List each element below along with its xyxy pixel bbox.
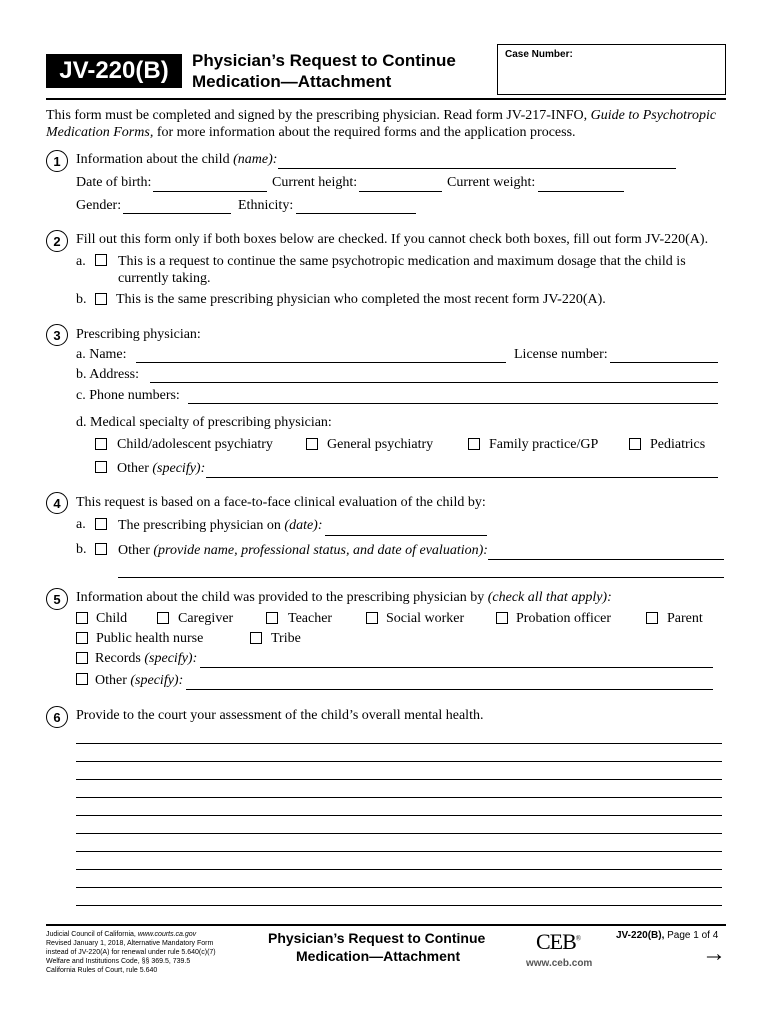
- source-child-label: Child: [96, 611, 128, 626]
- specialty-child-psychiatry-label: Child/adolescent psychiatry: [117, 437, 273, 452]
- source-public-health-nurse-checkbox[interactable]: [76, 632, 88, 644]
- ceb-logo-registered: ®: [575, 934, 581, 943]
- item-4b-hint: (provide name, professional status, and date of evaluation):: [153, 543, 488, 558]
- item-2a-text: This is a request to continue the same psychotropic medication and maximum dosage that the child is: [118, 254, 686, 269]
- assessment-line[interactable]: [76, 833, 722, 834]
- info-source-label: [76, 590, 612, 606]
- ceb-website: www.ceb.com: [526, 958, 593, 969]
- address-field[interactable]: [150, 382, 718, 383]
- phone-field[interactable]: [188, 403, 718, 404]
- source-public-health-nurse-label: Public health nurse: [96, 631, 204, 646]
- assessment-line[interactable]: [76, 743, 722, 744]
- ethnicity-label: Ethnicity:: [238, 198, 294, 213]
- evaluation-label: This request is based on a face-to-face clinical evaluation of the child by:: [76, 495, 486, 510]
- physician-name-label: a. Name:: [76, 347, 127, 362]
- source-teacher-label: Teacher: [288, 611, 333, 626]
- weight-field[interactable]: [538, 191, 624, 192]
- physician-name-field[interactable]: [136, 362, 506, 363]
- license-number-label: License number:: [514, 347, 608, 362]
- info-source-text: Information about the child was provided to the prescribing physician by: [76, 590, 488, 605]
- section-4-number: 4: [46, 492, 68, 514]
- specialty-pediatrics-label: Pediatrics: [650, 437, 706, 452]
- assessment-line[interactable]: [76, 761, 722, 762]
- item-4b-letter: b.: [76, 542, 87, 557]
- footer-line-4: Welfare and Institutions Code, §§ 369.5, 739.5: [46, 958, 191, 965]
- footer-line-1: [46, 930, 216, 939]
- intro-text: This form must be completed and signed by the prescribing physician. Read form JV-217-INFO,: [46, 108, 591, 123]
- assessment-line[interactable]: [76, 869, 722, 870]
- specialty-other-checkbox[interactable]: [95, 461, 107, 473]
- mental-health-assessment-label: Provide to the court your assessment of the child’s overall mental health.: [76, 708, 484, 723]
- page-form-id: JV-220(B),: [616, 930, 665, 941]
- item-2a-text-cont: currently taking.: [118, 271, 211, 286]
- assessment-line[interactable]: [76, 851, 722, 852]
- assessment-line[interactable]: [76, 887, 722, 888]
- case-number-label: Case Number:: [505, 49, 573, 60]
- item-4a-letter: a.: [76, 517, 86, 532]
- specialty-child-psychiatry-checkbox[interactable]: [95, 438, 107, 450]
- source-other-label: [95, 673, 183, 689]
- source-other-hint: (specify):: [130, 673, 184, 688]
- source-child-checkbox[interactable]: [76, 612, 88, 624]
- medical-specialty-label: d. Medical specialty of prescribing physician:: [76, 415, 332, 430]
- height-label: Current height:: [272, 175, 358, 190]
- specialty-other-text: Other: [117, 461, 153, 476]
- section-2-instructions: Fill out this form only if both boxes below are checked. If you cannot check both boxes, fill out form JV-220(A).: [76, 232, 709, 247]
- footer-line-5: California Rules of Court, rule 5.640: [46, 967, 158, 974]
- footer-title-line2: Medication—Attachment: [296, 948, 461, 964]
- item-4b-checkbox[interactable]: [95, 543, 107, 555]
- other-evaluator-field-cont[interactable]: [118, 577, 724, 578]
- source-records-checkbox[interactable]: [76, 652, 88, 664]
- source-tribe-checkbox[interactable]: [250, 632, 262, 644]
- item-4a-label: The prescribing physician on: [118, 518, 285, 533]
- specialty-other-label: [117, 461, 205, 477]
- gender-label: Gender:: [76, 198, 122, 213]
- phone-label: c. Phone numbers:: [76, 388, 180, 403]
- section-2-number: 2: [46, 230, 68, 252]
- header-rule: [46, 98, 726, 100]
- intro-guide-title: Guide to Psychotropic: [590, 108, 717, 123]
- source-probation-officer-checkbox[interactable]: [496, 612, 508, 624]
- specialty-other-field[interactable]: [206, 477, 718, 478]
- license-number-field[interactable]: [610, 362, 718, 363]
- child-name-hint: (name):: [233, 152, 278, 167]
- assessment-line[interactable]: [76, 905, 722, 906]
- section-3-number: 3: [46, 324, 68, 346]
- intro-line2: [46, 125, 576, 141]
- item-2a-checkbox[interactable]: [95, 254, 107, 266]
- assessment-line[interactable]: [76, 797, 722, 798]
- page-indicator: [616, 930, 718, 941]
- specialty-general-psychiatry-checkbox[interactable]: [306, 438, 318, 450]
- ceb-logo: [536, 929, 580, 955]
- item-4a-checkbox[interactable]: [95, 518, 107, 530]
- prescribing-physician-label: Prescribing physician:: [76, 327, 201, 342]
- form-id-badge: JV-220(B): [46, 54, 182, 88]
- item-4b-label: Other: [118, 543, 154, 558]
- source-other-checkbox[interactable]: [76, 673, 88, 685]
- item-2a-letter: a.: [76, 254, 86, 269]
- footer-council: Judicial Council of California,: [46, 931, 138, 938]
- child-info-text: Information about the child: [76, 152, 234, 167]
- specialty-family-practice-checkbox[interactable]: [468, 438, 480, 450]
- source-records-field[interactable]: [200, 667, 713, 668]
- intro-text-cont: for more information about the required forms and the application process.: [153, 125, 576, 140]
- footer-rule: [46, 924, 726, 926]
- form-title-line1: Physician’s Request to Continue: [192, 51, 456, 70]
- section-1-number: 1: [46, 150, 68, 172]
- source-other-text: Other: [95, 673, 131, 688]
- footer-line-2: Revised January 1, 2018, Alternative Mandatory Form: [46, 940, 214, 947]
- dob-label: Date of birth:: [76, 175, 152, 190]
- child-name-field[interactable]: [278, 168, 676, 169]
- ceb-logo-text: CEB: [536, 929, 576, 954]
- source-records-text: Records: [95, 651, 145, 666]
- evaluation-date-field[interactable]: [325, 535, 487, 536]
- source-tribe-label: Tribe: [271, 631, 301, 646]
- address-label: b. Address:: [76, 367, 139, 382]
- item-2b-checkbox[interactable]: [95, 293, 107, 305]
- form-title-line2: Medication—Attachment: [192, 72, 392, 91]
- page-number: Page 1 of 4: [664, 930, 719, 941]
- footer-line-3: instead of JV-220(A) for renewal under rule 5.640(c)(7): [46, 949, 216, 956]
- height-field[interactable]: [359, 191, 442, 192]
- intro-guide-title-cont: Medication Forms,: [46, 125, 154, 140]
- source-caregiver-checkbox[interactable]: [157, 612, 169, 624]
- gender-field[interactable]: [123, 213, 231, 214]
- intro-line1: [46, 108, 716, 124]
- footer-title-line1: Physician’s Request to Continue: [268, 930, 486, 946]
- specialty-family-practice-label: Family practice/GP: [489, 437, 599, 452]
- item-4a-text: [118, 518, 323, 534]
- item-2b-letter: b.: [76, 292, 87, 307]
- footer-courts-link[interactable]: www.courts.ca.gov: [137, 931, 197, 938]
- footer-citation: [46, 930, 216, 975]
- child-name-label: [76, 152, 277, 168]
- source-parent-checkbox[interactable]: [646, 612, 658, 624]
- source-records-label: [95, 651, 197, 667]
- section-5-number: 5: [46, 588, 68, 610]
- item-4b-text: [118, 543, 488, 559]
- item-2b-text: This is the same prescribing physician who completed the most recent form JV-220(A).: [116, 292, 606, 307]
- item-4a-hint: (date):: [284, 518, 323, 533]
- source-teacher-checkbox[interactable]: [266, 612, 278, 624]
- specialty-general-psychiatry-label: General psychiatry: [327, 437, 434, 452]
- assessment-line[interactable]: [76, 779, 722, 780]
- section-6-number: 6: [46, 706, 68, 728]
- specialty-pediatrics-checkbox[interactable]: [629, 438, 641, 450]
- next-page-arrow-icon[interactable]: →: [702, 941, 726, 967]
- specialty-other-hint: (specify):: [152, 461, 206, 476]
- source-other-field[interactable]: [186, 689, 713, 690]
- source-social-worker-checkbox[interactable]: [366, 612, 378, 624]
- ethnicity-field[interactable]: [296, 213, 416, 214]
- source-records-hint: (specify):: [144, 651, 198, 666]
- info-source-hint: (check all that apply):: [487, 590, 612, 605]
- source-social-worker-label: Social worker: [386, 611, 465, 626]
- source-probation-officer-label: Probation officer: [516, 611, 611, 626]
- source-caregiver-label: Caregiver: [178, 611, 234, 626]
- weight-label: Current weight:: [447, 175, 536, 190]
- assessment-line[interactable]: [76, 815, 722, 816]
- other-evaluator-field[interactable]: [488, 559, 724, 560]
- dob-field[interactable]: [153, 191, 267, 192]
- source-parent-label: Parent: [667, 611, 703, 626]
